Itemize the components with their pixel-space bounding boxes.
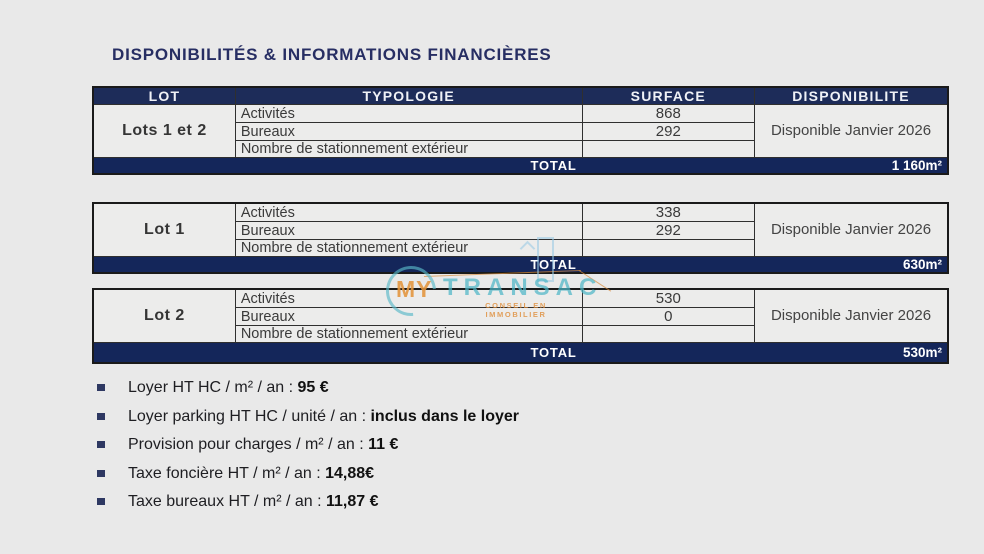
bullet-square-icon [97, 470, 105, 477]
total-value: 630m² [582, 257, 948, 274]
watermark-brand-transac: TRANSAC [443, 274, 603, 301]
list-item-label: Taxe bureaux HT / m² / an : [128, 493, 327, 511]
watermark-tagline: CONSEIL EN IMMOBILIER [485, 301, 547, 319]
surface-cell: 530 [582, 289, 754, 308]
total-row [93, 158, 948, 175]
typologie-cell: Nombre de stationnement extérieur [235, 240, 582, 257]
list-item-text [128, 464, 374, 484]
list-item [97, 492, 519, 512]
table-lots-1-et-2 [92, 86, 949, 175]
table-row [93, 105, 948, 123]
lot-cell: Lots 1 et 2 [93, 105, 235, 158]
table-row [93, 203, 948, 222]
list-item-text [128, 435, 398, 455]
list-item-label: Loyer HT HC / m² / an : [128, 379, 298, 396]
list-item-value: inclus dans le loyer [370, 407, 519, 425]
total-value: 530m² [582, 343, 948, 364]
surface-cell [582, 240, 754, 257]
list-item-value: 95 € [297, 379, 329, 396]
surface-cell: 292 [582, 222, 754, 240]
table-lot-2 [92, 288, 949, 364]
col-header-typologie: TYPOLOGIE [235, 87, 582, 105]
list-item [97, 464, 519, 484]
lot-cell: Lot 1 [93, 203, 235, 257]
typologie-cell: Bureaux [235, 123, 582, 141]
table-lot-1 [92, 202, 949, 274]
list-item [97, 435, 519, 455]
typologie-cell: Activités [235, 105, 582, 123]
col-header-lot: LOT [93, 87, 235, 105]
total-row [93, 257, 948, 274]
typologie-cell: Nombre de stationnement extérieur [235, 326, 582, 343]
bullet-square-icon [97, 384, 105, 391]
total-label: TOTAL [93, 343, 582, 364]
financial-info-list [97, 378, 519, 521]
typologie-cell: Nombre de stationnement extérieur [235, 141, 582, 158]
list-item-text [128, 492, 379, 512]
surface-cell [582, 326, 754, 343]
table-header-row [93, 87, 948, 105]
lot-cell: Lot 2 [93, 289, 235, 343]
typologie-cell: Bureaux [235, 222, 582, 240]
list-item-label: Provision pour charges / m² / an : [128, 436, 369, 454]
total-value: 1 160m² [582, 158, 948, 175]
bullet-square-icon [97, 441, 105, 448]
typologie-cell: Activités [235, 289, 582, 308]
disponibilite-cell: Disponible Janvier 2026 [755, 105, 948, 158]
surface-cell: 868 [582, 105, 754, 123]
col-header-surface: SURFACE [582, 87, 754, 105]
surface-cell: 292 [582, 123, 754, 141]
watermark-brand-my: MY [396, 276, 433, 302]
bullet-square-icon [97, 498, 105, 505]
list-item-label: Loyer parking HT HC / unité / an : [128, 407, 371, 425]
list-item [97, 378, 519, 398]
list-item-value: 14,88€ [325, 464, 375, 482]
list-item-value: 11 € [368, 436, 399, 454]
col-header-disponibilite: DISPONIBILITE [755, 87, 948, 105]
surface-cell: 338 [582, 203, 754, 222]
list-item-text [128, 407, 519, 427]
surface-cell [582, 141, 754, 158]
total-label: TOTAL [93, 257, 582, 274]
disponibilite-cell: Disponible Janvier 2026 [755, 203, 948, 257]
disponibilite-cell: Disponible Janvier 2026 [755, 289, 948, 343]
typologie-cell: Bureaux [235, 308, 582, 326]
list-item-text [128, 378, 329, 398]
total-label: TOTAL [93, 158, 582, 175]
surface-cell: 0 [582, 308, 754, 326]
bullet-square-icon [97, 413, 105, 420]
total-row [93, 343, 948, 364]
page-title: DISPONIBILITÉS & INFORMATIONS FINANCIÈRES [112, 45, 552, 64]
list-item [97, 407, 519, 427]
table-row [93, 289, 948, 308]
list-item-label: Taxe foncière HT / m² / an : [128, 464, 326, 482]
typologie-cell: Activités [235, 203, 582, 222]
list-item-value: 11,87 € [326, 493, 379, 511]
